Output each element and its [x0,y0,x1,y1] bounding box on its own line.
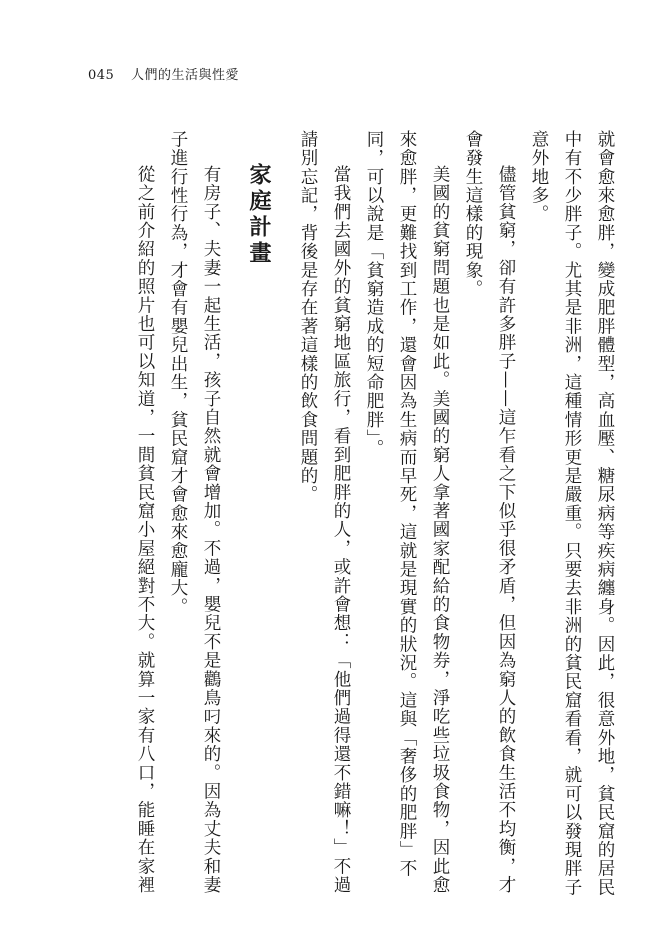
running-title: 人們的生活與性愛 [130,68,239,83]
running-header [88,64,239,83]
paragraph: 有房子、夫妻一起生活，孩子自然就會增加。不過，嬰兒不是鸛鳥叼來的。因為丈夫和妻子進行性行為，才會有嬰兒出生，貧民窟才會愈來愈龐大。 [168,130,221,895]
vertical-text-body [61,130,621,910]
page-number: 045 [88,68,115,83]
paragraph: 從之前介紹的照片也可以知道，一間貧民窟小屋絕對不大。就算一家有八口，能睡在家裡 [135,165,155,895]
paragraph: 美國的貧窮問題也是如此。美國的窮人拿著國家配給的食物券，淨吃些垃圾食物，因此愈來愈胖，更難找到工作，還會因為生病而早死，這就是現實的狀況。這與「奢侈的肥胖」不同，可以說是「貧窮造成的短命肥胖」。 [364,130,450,895]
paragraph: 當我們去國外的貧窮地區旅行，看到肥胖的人，或許會想：「他們過得還不錯嘛！」不過請別忘記，背後是存在著這樣的飲食問題的。 [298,130,351,895]
paragraph: 儘管貧窮，卻有許多胖子——這乍看之下似乎很矛盾，但因為窮人的飲食生活不均衡，才會發生這樣的現象。 [463,130,516,895]
section-heading: 家庭計畫 [246,163,272,267]
paragraph: 就會愈來愈胖，變成肥胖體型，高血壓、糖尿病等疾病纏身。因此，很意外地，貧民窟的居民中有不少胖子。尤其是非洲，這種情形更是嚴重。只要去非洲的貧民窟看看，就可以發現胖子意外地多。 [529,130,615,897]
